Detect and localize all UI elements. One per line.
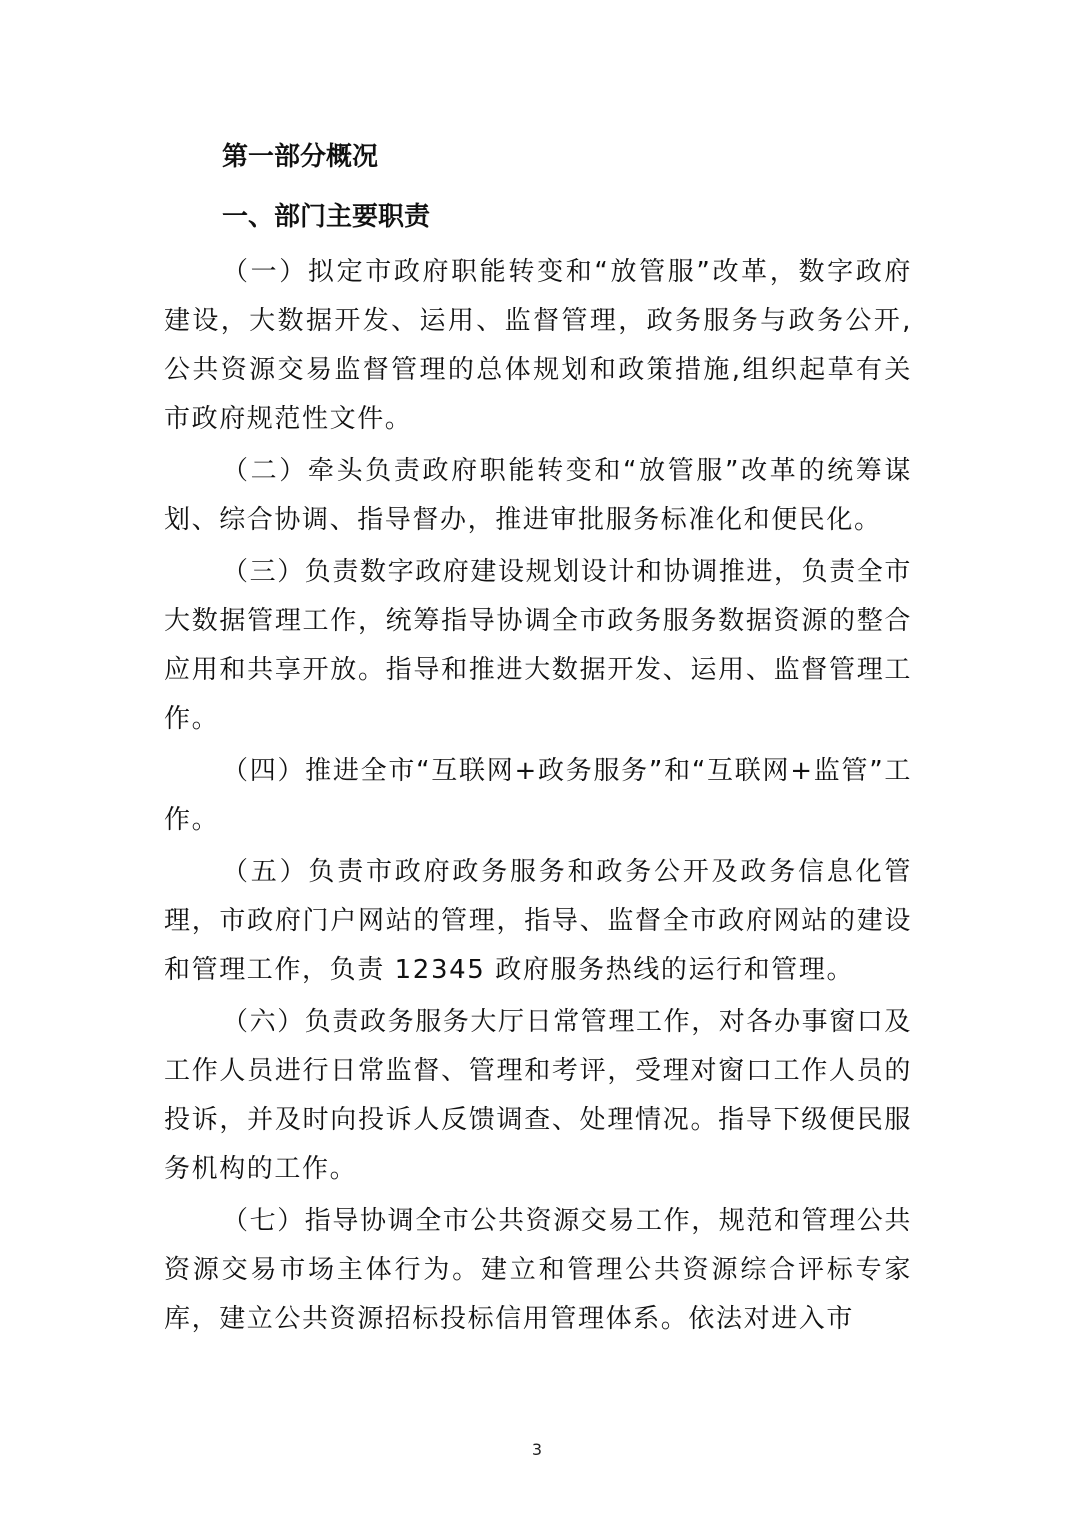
paragraph-4: （四）推进全市“互联网+政务服务”和“互联网+监管”工作。 <box>164 756 912 835</box>
part-title: 第一部分概况 <box>222 142 379 172</box>
body-text <box>164 248 912 1347</box>
paragraph-5: （五）负责市政府政务服务和政务公开及政务信息化管理，市政府门户网站的管理，指导、监督全市政府网站的建设和管理工作，负责 12345 政府服务热线的运行和管理。 <box>164 857 912 985</box>
paragraph-3: （三）负责数字政府建设规划设计和协调推进，负责全市大数据管理工作，统筹指导协调全市政务服务数据资源的整合应用和共享开放。指导和推进大数据开发、运用、监督管理工作。 <box>164 557 913 734</box>
paragraph-1: （一）拟定市政府职能转变和“放管服”改革，数字政府建设，大数据开发、运用、监督管理，政务服务与政务公开,公共资源交易监督管理的总体规划和政策措施,组织起草有关市政府规范性文件。 <box>164 257 912 434</box>
paragraph-6: （六）负责政务服务大厅日常管理工作，对各办事窗口及工作人员进行日常监督、管理和考评，受理对窗口工作人员的投诉，并及时向投诉人反馈调查、处理情况。指导下级便民服务机构的工作。 <box>164 1007 913 1184</box>
paragraph-2: （二）牵头负责政府职能转变和“放管服”改革的统筹谋划、综合协调、指导督办，推进审批服务标准化和便民化。 <box>164 456 912 535</box>
section-title: 一、部门主要职责 <box>222 202 431 232</box>
page-number: 3 <box>531 1440 543 1459</box>
paragraph-7: （七）指导协调全市公共资源交易工作，规范和管理公共资源交易市场主体行为。建立和管理公共资源综合评标专家库，建立公共资源招标投标信用管理体系。依法对进入市 <box>164 1206 913 1334</box>
